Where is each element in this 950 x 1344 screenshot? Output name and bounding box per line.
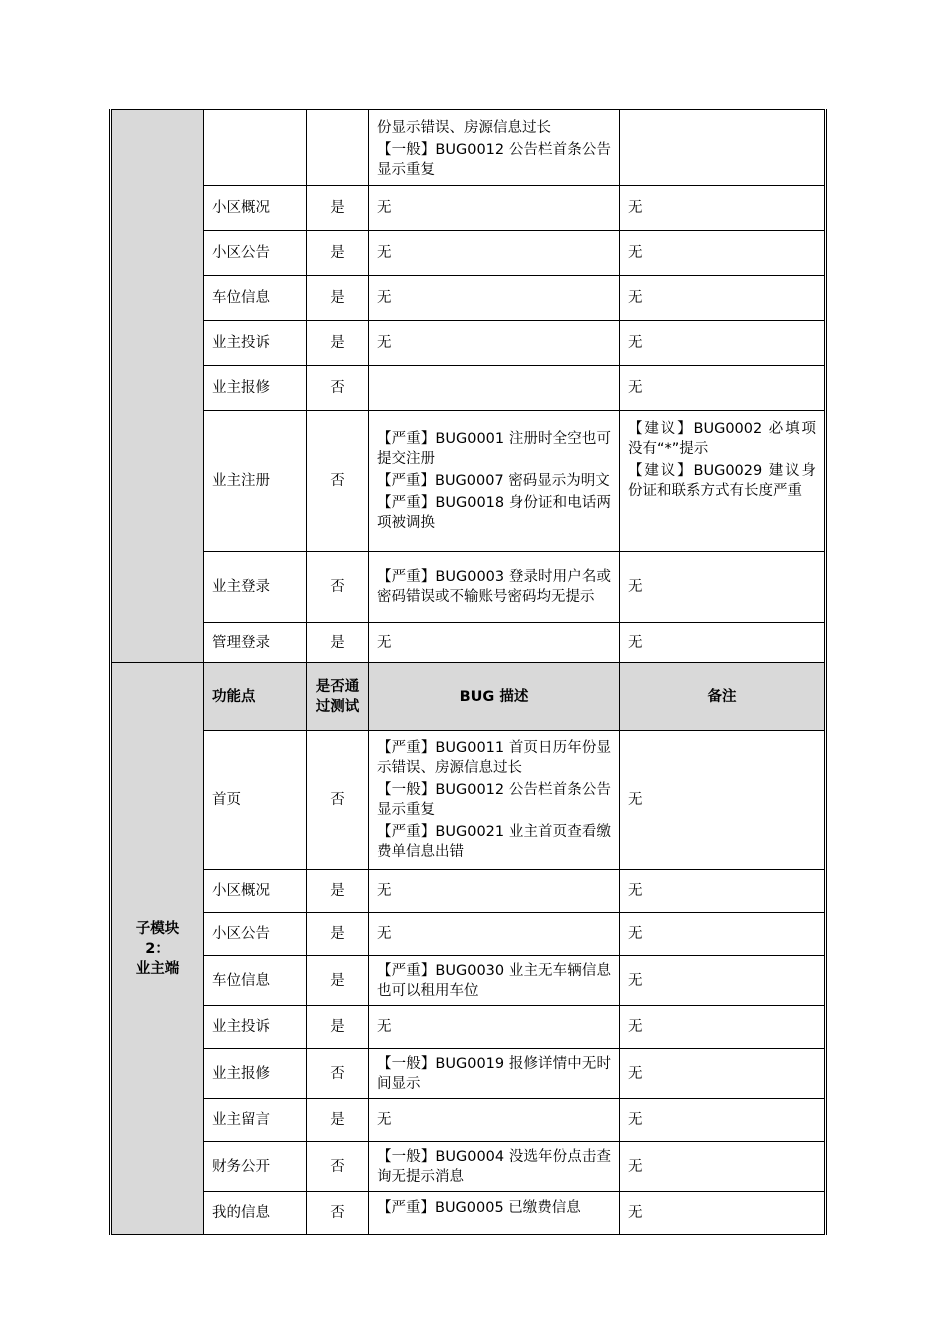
header-passed: 是否通过测试: [307, 663, 369, 731]
header-note: 备注: [620, 663, 826, 731]
pass-cell: 否: [307, 1049, 369, 1099]
feature-cell: 业主投诉: [204, 321, 307, 366]
bug-desc-cell: 无: [369, 186, 620, 231]
feature-cell: 车位信息: [204, 276, 307, 321]
note-line: 【建议】BUG0002 必填项没有“*”提示: [628, 421, 816, 457]
table-row: [111, 1006, 826, 1049]
bug-desc-cell: [369, 552, 620, 623]
table-row: [111, 870, 826, 913]
note-cell: 无: [620, 913, 826, 956]
table-row: [111, 110, 826, 186]
bug-line: 【一般】BUG0012 公告栏首条公告显示重复: [377, 142, 611, 178]
note-cell: 无: [620, 1049, 826, 1099]
bug-line: 【严重】BUG0011 首页日历年份显示错误、房源信息过长: [377, 740, 611, 776]
bug-line: 份显示错误、房源信息过长: [377, 120, 551, 136]
module-number: 2：: [145, 940, 170, 957]
note-cell: 无: [620, 623, 826, 663]
pass-cell: 否: [307, 366, 369, 411]
note-cell: 无: [620, 1099, 826, 1142]
pass-cell: 是: [307, 186, 369, 231]
note-cell: 无: [620, 1192, 826, 1235]
bug-desc-cell: [369, 731, 620, 870]
bug-desc-cell: 无: [369, 870, 620, 913]
table-header-row: [111, 663, 826, 731]
feature-cell: 业主报修: [204, 366, 307, 411]
pass-cell: 否: [307, 552, 369, 623]
bug-line: 【严重】BUG0018 身份证和电话两项被调换: [377, 495, 611, 531]
pass-cell: 是: [307, 1099, 369, 1142]
table-row: [111, 186, 826, 231]
table-row: [111, 411, 826, 552]
feature-cell: 管理登录: [204, 623, 307, 663]
note-cell: 无: [620, 231, 826, 276]
feature-cell: 小区概况: [204, 870, 307, 913]
module-label: 子模块: [135, 920, 180, 937]
pass-cell: 是: [307, 870, 369, 913]
header-feature: 功能点: [204, 663, 307, 731]
bug-desc-cell: 无: [369, 1099, 620, 1142]
note-cell: 无: [620, 321, 826, 366]
pass-cell: 是: [307, 956, 369, 1006]
bug-line: 【严重】BUG0003 登录时用户名或密码错误或不输账号密码均无提示: [377, 569, 611, 605]
pass-cell: 否: [307, 411, 369, 552]
feature-cell: 我的信息: [204, 1192, 307, 1235]
pass-cell: 是: [307, 623, 369, 663]
bug-desc-cell: 无: [369, 913, 620, 956]
feature-cell: 业主报修: [204, 1049, 307, 1099]
pass-cell: [307, 110, 369, 186]
table-row: [111, 913, 826, 956]
feature-cell: 业主投诉: [204, 1006, 307, 1049]
bug-desc-cell: 无: [369, 623, 620, 663]
bug-desc-cell: 【严重】BUG0005 已缴费信息: [369, 1192, 620, 1235]
note-line: 【建议】BUG0029 建议身份证和联系方式有长度严重: [628, 463, 816, 499]
note-cell: 无: [620, 870, 826, 913]
bug-line: 【一般】BUG0012 公告栏首条公告显示重复: [377, 782, 611, 818]
pass-cell: 否: [307, 731, 369, 870]
bug-desc-cell: [369, 366, 620, 411]
table-row: [111, 1049, 826, 1099]
note-cell: 无: [620, 366, 826, 411]
table-row: [111, 1142, 826, 1192]
table-row: [111, 623, 826, 663]
note-cell: [620, 110, 826, 186]
bug-desc-cell: [369, 411, 620, 552]
bug-line: 【严重】BUG0021 业主首页查看缴费单信息出错: [377, 824, 611, 860]
pass-cell: 是: [307, 276, 369, 321]
table-row: [111, 552, 826, 623]
feature-cell: 车位信息: [204, 956, 307, 1006]
bug-line: 【一般】BUG0019 报修详情中无时间显示: [377, 1055, 611, 1092]
feature-cell: 财务公开: [204, 1142, 307, 1192]
note-cell: 无: [620, 956, 826, 1006]
table-row: [111, 1192, 826, 1235]
feature-cell: 业主登录: [204, 552, 307, 623]
bug-line: 【严重】BUG0030 业主无车辆信息也可以租用车位: [377, 962, 611, 999]
feature-cell: 业主注册: [204, 411, 307, 552]
header-bug: BUG 描述: [369, 663, 620, 731]
pass-cell: 否: [307, 1142, 369, 1192]
note-cell: 无: [620, 1142, 826, 1192]
pass-cell: 是: [307, 231, 369, 276]
bug-desc-cell: [369, 1142, 620, 1192]
feature-cell: 小区公告: [204, 913, 307, 956]
note-cell: [620, 411, 826, 552]
bug-desc-cell: [369, 956, 620, 1006]
pass-cell: 否: [307, 1192, 369, 1235]
table-row: [111, 231, 826, 276]
note-cell: 无: [620, 276, 826, 321]
bug-desc-cell: [369, 110, 620, 186]
table-row: [111, 366, 826, 411]
bug-desc-cell: [369, 1049, 620, 1099]
feature-cell: 小区概况: [204, 186, 307, 231]
bug-desc-cell: 无: [369, 321, 620, 366]
bug-report-table: [109, 109, 827, 1235]
table-row: [111, 321, 826, 366]
table-row: [111, 1099, 826, 1142]
pass-cell: 是: [307, 321, 369, 366]
bug-line: 【一般】BUG0004 没选年份点击查询无提示消息: [377, 1148, 611, 1185]
pass-cell: 是: [307, 913, 369, 956]
note-cell: 无: [620, 186, 826, 231]
module-2-cell: [111, 663, 204, 1235]
feature-cell: 首页: [204, 731, 307, 870]
table-row: [111, 956, 826, 1006]
module-name: 业主端: [135, 960, 180, 977]
bug-desc-cell: 无: [369, 276, 620, 321]
note-cell: 无: [620, 1006, 826, 1049]
feature-cell: 小区公告: [204, 231, 307, 276]
bug-desc-cell: 无: [369, 1006, 620, 1049]
note-cell: 无: [620, 731, 826, 870]
table-row: [111, 731, 826, 870]
bug-desc-cell: 无: [369, 231, 620, 276]
module-1-cell: [111, 110, 204, 663]
bug-line: 【严重】BUG0007 密码显示为明文: [377, 473, 610, 489]
note-cell: 无: [620, 552, 826, 623]
feature-cell: 业主留言: [204, 1099, 307, 1142]
table-row: [111, 276, 826, 321]
feature-cell: [204, 110, 307, 186]
bug-line: 【严重】BUG0001 注册时全空也可提交注册: [377, 431, 611, 467]
pass-cell: 是: [307, 1006, 369, 1049]
